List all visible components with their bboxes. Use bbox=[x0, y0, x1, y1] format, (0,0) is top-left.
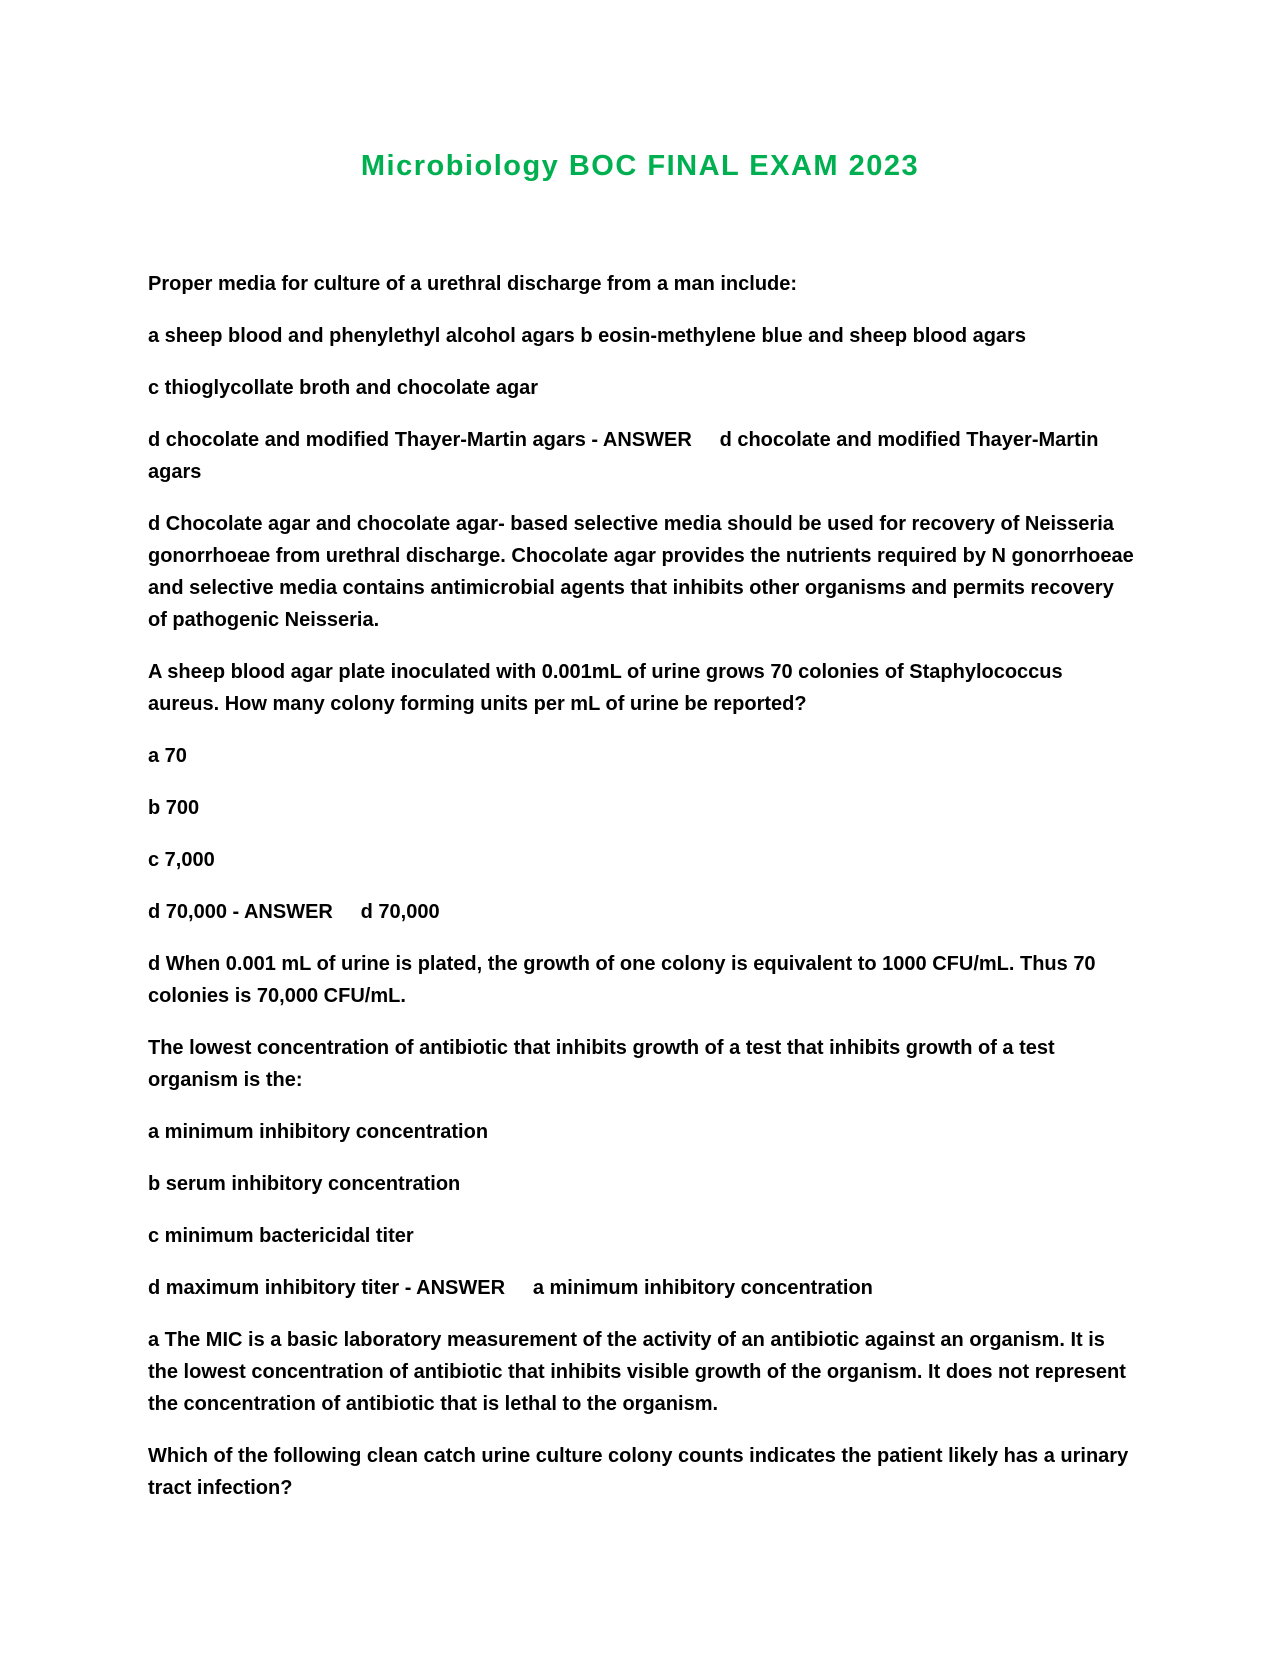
question-4-stem: Which of the following clean catch urine culture colony counts indicates the patient likely has a urinary tract infection? bbox=[148, 1445, 1134, 1499]
question-3-explanation: a The MIC is a basic laboratory measurement of the activity of an antibiotic against an organism. It is the lowest concentration of antibiotic that inhibits visible growth of the organism. It does not represent the concentration of antibiotic that is lethal to the organism. bbox=[148, 1329, 1132, 1415]
question-3-option-c: c minimum bactericidal titer bbox=[148, 1225, 414, 1247]
question-3-stem: The lowest concentration of antibiotic that inhibits growth of a test that inhibits growth of a test organism is the: bbox=[148, 1037, 1061, 1091]
question-1-option-c: c thioglycollate broth and chocolate agar bbox=[148, 377, 539, 399]
question-2-option-a: a 70 bbox=[148, 745, 187, 767]
question-3-option-a: a minimum inhibitory concentration bbox=[148, 1121, 489, 1143]
question-2-stem: A sheep blood agar plate inoculated with 0.001mL of urine grows 70 colonies of Staphylococcus aureus. How many colony forming units per mL of urine be reported? bbox=[148, 661, 1069, 715]
document-body bbox=[148, 268, 1138, 1524]
question-2-answer: d 70,000 - ANSWER d 70,000 bbox=[148, 901, 440, 923]
question-2-explanation: d When 0.001 mL of urine is plated, the growth of one colony is equivalent to 1000 CFU/mL. Thus 70 colonies is 70,000 CFU/mL. bbox=[148, 953, 1102, 1007]
question-1-explanation: d Chocolate agar and chocolate agar- based selective media should be used for recovery of Neisseria gonorrhoeae from urethral discharge. Chocolate agar provides the nutrients required by N gonorrhoeae and selective media contains antimicrobial agents that inhibits other organisms and permits recovery of pathogenic Neisseria. bbox=[148, 513, 1140, 631]
question-1-stem: Proper media for culture of a urethral discharge from a man include: bbox=[148, 273, 798, 295]
question-2-option-b: b 700 bbox=[148, 797, 200, 819]
question-1-options-a-b: a sheep blood and phenylethyl alcohol agars b eosin-methylene blue and sheep blood agars bbox=[148, 325, 1026, 347]
question-2-option-c: c 7,000 bbox=[148, 849, 215, 871]
document-title: Microbiology BOC FINAL EXAM 2023 bbox=[360, 150, 920, 182]
question-3-option-b: b serum inhibitory concentration bbox=[148, 1173, 461, 1195]
question-1-answer: d chocolate and modified Thayer-Martin agars - ANSWER d chocolate and modified Thayer-Martin agars bbox=[148, 429, 1105, 483]
question-3-answer: d maximum inhibitory titer - ANSWER a minimum inhibitory concentration bbox=[148, 1277, 873, 1299]
